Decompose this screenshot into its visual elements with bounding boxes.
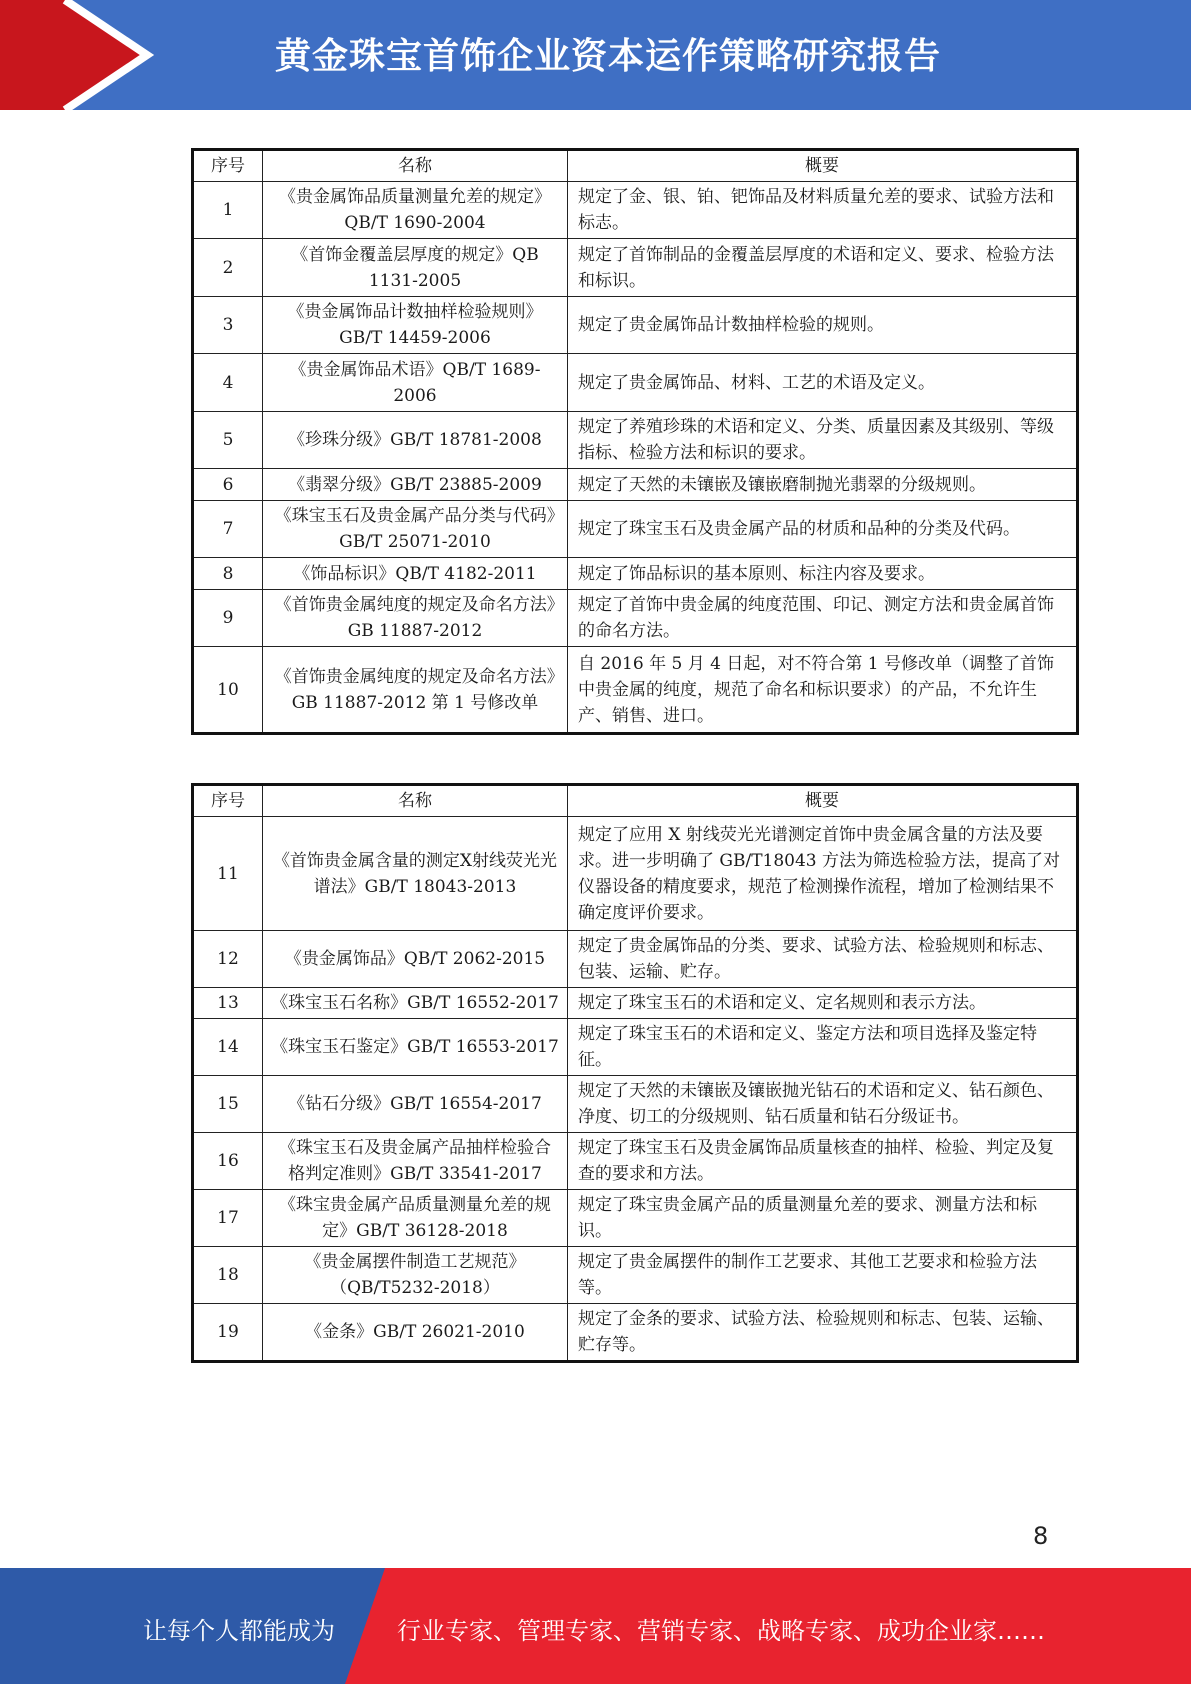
standard-name: 《珠宝玉石及贵金属产品分类与代码》GB/T 25071-2010 bbox=[263, 501, 568, 558]
standard-name: 《饰品标识》QB/T 4182-2011 bbox=[263, 558, 568, 590]
row-number: 13 bbox=[193, 988, 263, 1019]
table-row bbox=[193, 501, 1078, 558]
table-header-row bbox=[193, 785, 1078, 817]
standard-summary: 规定了应用 X 射线荧光光谱测定首饰中贵金属含量的方法及要求。进一步明确了 GB/T18043 方法为筛选检验方法，提高了对仪器设备的精度要求，规范了检测操作流程，增加了检测结果不确定度评价要求。 bbox=[568, 817, 1078, 931]
table-row bbox=[193, 1133, 1078, 1190]
standard-summary: 规定了饰品标识的基本原则、标注内容及要求。 bbox=[568, 558, 1078, 590]
row-number: 10 bbox=[193, 647, 263, 734]
standards-table-2 bbox=[191, 783, 1079, 1363]
standard-summary: 规定了金、银、铂、钯饰品及材料质量允差的要求、试验方法和标志。 bbox=[568, 182, 1078, 239]
table-row bbox=[193, 558, 1078, 590]
footer-slogan-right: 行业专家、管理专家、营销专家、战略专家、成功企业家…… bbox=[397, 1617, 1045, 1645]
column-header-name: 名称 bbox=[263, 785, 568, 817]
standards-table-1 bbox=[191, 148, 1079, 735]
table-row bbox=[193, 1076, 1078, 1133]
standard-name: 《首饰贵金属纯度的规定及命名方法》GB 11887-2012 bbox=[263, 590, 568, 647]
standard-summary: 规定了珠宝玉石的术语和定义、鉴定方法和项目选择及鉴定特征。 bbox=[568, 1019, 1078, 1076]
table-row bbox=[193, 239, 1078, 297]
column-header-name: 名称 bbox=[263, 150, 568, 182]
row-number: 7 bbox=[193, 501, 263, 558]
standard-name: 《贵金属饰品计数抽样检验规则》GB/T 14459-2006 bbox=[263, 297, 568, 354]
column-header-number: 序号 bbox=[193, 150, 263, 182]
footer-slogan-left: 让每个人都能成为 bbox=[143, 1617, 335, 1645]
standard-summary: 规定了贵金属饰品、材料、工艺的术语及定义。 bbox=[568, 354, 1078, 412]
standard-summary: 规定了珠宝玉石及贵金属饰品质量核查的抽样、检验、判定及复查的要求和方法。 bbox=[568, 1133, 1078, 1190]
table-row bbox=[193, 412, 1078, 469]
standard-summary: 规定了金条的要求、试验方法、检验规则和标志、包装、运输、贮存等。 bbox=[568, 1304, 1078, 1362]
table-row bbox=[193, 590, 1078, 647]
standard-summary: 规定了贵金属饰品计数抽样检验的规则。 bbox=[568, 297, 1078, 354]
table-row bbox=[193, 931, 1078, 988]
standard-name: 《珠宝玉石鉴定》GB/T 16553-2017 bbox=[263, 1019, 568, 1076]
header-arrow-decoration bbox=[0, 0, 160, 110]
standard-summary: 自 2016 年 5 月 4 日起，对不符合第 1 号修改单（调整了首饰中贵金属的纯度，规范了命名和标识要求）的产品，不允许生产、销售、进口。 bbox=[568, 647, 1078, 734]
standard-name: 《贵金属饰品质量测量允差的规定》QB/T 1690-2004 bbox=[263, 182, 568, 239]
row-number: 4 bbox=[193, 354, 263, 412]
row-number: 16 bbox=[193, 1133, 263, 1190]
standard-summary: 规定了珠宝玉石的术语和定义、定名规则和表示方法。 bbox=[568, 988, 1078, 1019]
table-header-row bbox=[193, 150, 1078, 182]
row-number: 19 bbox=[193, 1304, 263, 1362]
standard-name: 《翡翠分级》GB/T 23885-2009 bbox=[263, 469, 568, 501]
page-header bbox=[0, 0, 1191, 110]
standard-name: 《首饰贵金属纯度的规定及命名方法》GB 11887-2012 第 1 号修改单 bbox=[263, 647, 568, 734]
standard-name: 《首饰金覆盖层厚度的规定》QB 1131-2005 bbox=[263, 239, 568, 297]
table-row bbox=[193, 647, 1078, 734]
table-row bbox=[193, 1019, 1078, 1076]
standard-summary: 规定了天然的未镶嵌及镶嵌磨制抛光翡翠的分级规则。 bbox=[568, 469, 1078, 501]
row-number: 3 bbox=[193, 297, 263, 354]
table-row bbox=[193, 1190, 1078, 1247]
row-number: 6 bbox=[193, 469, 263, 501]
row-number: 18 bbox=[193, 1247, 263, 1304]
report-title: 黄金珠宝首饰企业资本运作策略研究报告 bbox=[275, 36, 942, 77]
table-row bbox=[193, 469, 1078, 501]
standard-name: 《贵金属饰品术语》QB/T 1689-2006 bbox=[263, 354, 568, 412]
row-number: 11 bbox=[193, 817, 263, 931]
page-footer bbox=[0, 1568, 1191, 1684]
row-number: 2 bbox=[193, 239, 263, 297]
table-row bbox=[193, 182, 1078, 239]
table-row bbox=[193, 297, 1078, 354]
row-number: 9 bbox=[193, 590, 263, 647]
standard-name: 《珠宝玉石及贵金属产品抽样检验合格判定准则》GB/T 33541-2017 bbox=[263, 1133, 568, 1190]
table-row bbox=[193, 988, 1078, 1019]
standard-name: 《首饰贵金属含量的测定X射线荧光光谱法》GB/T 18043-2013 bbox=[263, 817, 568, 931]
column-header-number: 序号 bbox=[193, 785, 263, 817]
standard-name: 《贵金属饰品》QB/T 2062-2015 bbox=[263, 931, 568, 988]
standard-name: 《珍珠分级》GB/T 18781-2008 bbox=[263, 412, 568, 469]
standard-summary: 规定了养殖珍珠的术语和定义、分类、质量因素及其级别、等级指标、检验方法和标识的要求。 bbox=[568, 412, 1078, 469]
row-number: 17 bbox=[193, 1190, 263, 1247]
row-number: 5 bbox=[193, 412, 263, 469]
standard-summary: 规定了贵金属饰品的分类、要求、试验方法、检验规则和标志、包装、运输、贮存。 bbox=[568, 931, 1078, 988]
row-number: 14 bbox=[193, 1019, 263, 1076]
standard-summary: 规定了珠宝玉石及贵金属产品的材质和品种的分类及代码。 bbox=[568, 501, 1078, 558]
table-row bbox=[193, 354, 1078, 412]
row-number: 15 bbox=[193, 1076, 263, 1133]
standard-summary: 规定了首饰制品的金覆盖层厚度的术语和定义、要求、检验方法和标识。 bbox=[568, 239, 1078, 297]
row-number: 8 bbox=[193, 558, 263, 590]
table-row bbox=[193, 1304, 1078, 1362]
column-header-summary: 概要 bbox=[568, 150, 1078, 182]
standard-name: 《珠宝玉石名称》GB/T 16552-2017 bbox=[263, 988, 568, 1019]
page-number: 8 bbox=[1033, 1522, 1049, 1550]
standard-name: 《珠宝贵金属产品质量测量允差的规定》GB/T 36128-2018 bbox=[263, 1190, 568, 1247]
standard-summary: 规定了珠宝贵金属产品的质量测量允差的要求、测量方法和标识。 bbox=[568, 1190, 1078, 1247]
standard-name: 《金条》GB/T 26021-2010 bbox=[263, 1304, 568, 1362]
table-row bbox=[193, 1247, 1078, 1304]
table-row bbox=[193, 817, 1078, 931]
column-header-summary: 概要 bbox=[568, 785, 1078, 817]
standard-summary: 规定了首饰中贵金属的纯度范围、印记、测定方法和贵金属首饰的命名方法。 bbox=[568, 590, 1078, 647]
row-number: 1 bbox=[193, 182, 263, 239]
standard-name: 《贵金属摆件制造工艺规范》（QB/T5232-2018） bbox=[263, 1247, 568, 1304]
standard-summary: 规定了天然的未镶嵌及镶嵌抛光钻石的术语和定义、钻石颜色、净度、切工的分级规则、钻石质量和钻石分级证书。 bbox=[568, 1076, 1078, 1133]
standard-summary: 规定了贵金属摆件的制作工艺要求、其他工艺要求和检验方法等。 bbox=[568, 1247, 1078, 1304]
row-number: 12 bbox=[193, 931, 263, 988]
standard-name: 《钻石分级》GB/T 16554-2017 bbox=[263, 1076, 568, 1133]
